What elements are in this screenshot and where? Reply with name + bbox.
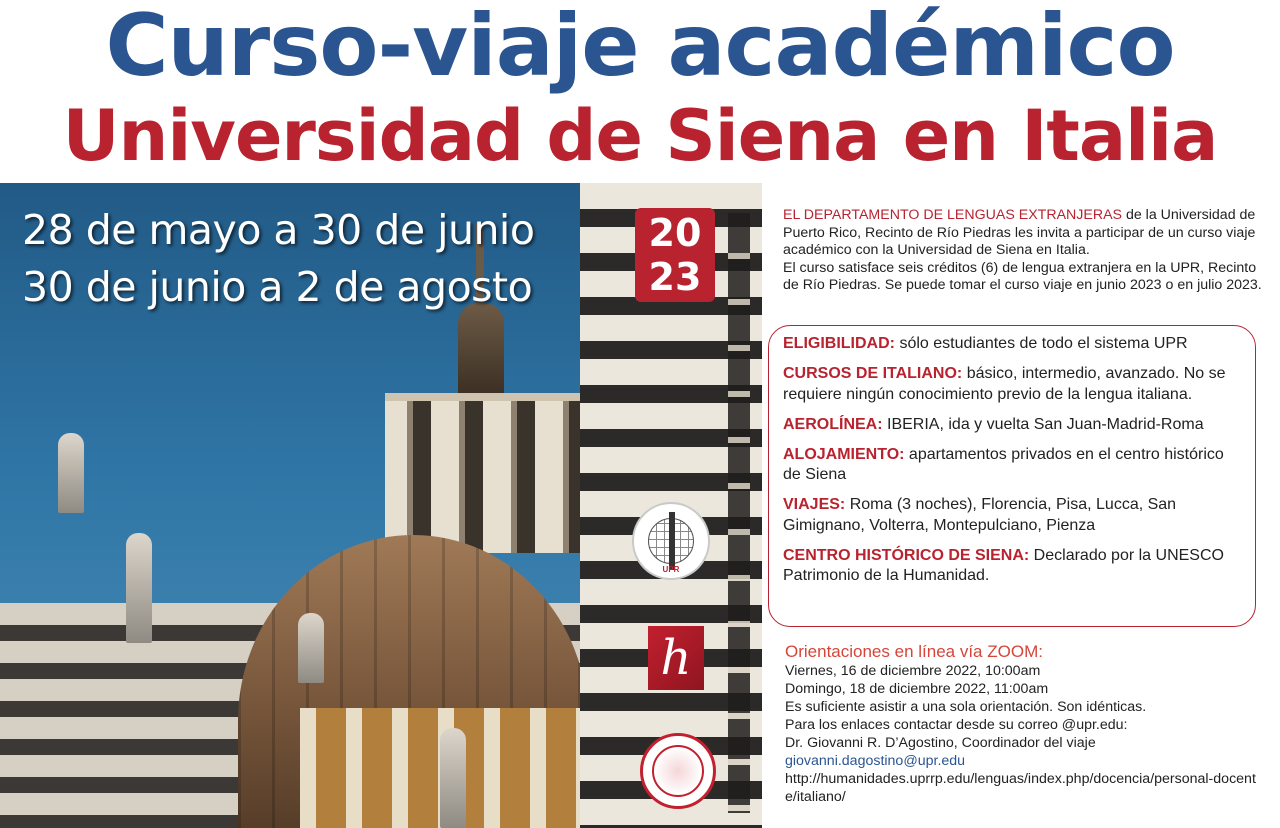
intro-paragraph (783, 207, 1263, 295)
info-text: básico, intermedio, avanzado. No se requiere ningún conocimiento previo de la lengua italiana. (783, 365, 1226, 403)
intro-text-1: de la Universidad de Puerto Rico, Recinto de Río Piedras les invita a participar de un curso viaje académico con la Universidad de Siena en Italia. (783, 207, 1256, 258)
info-text: IBERIA, ida y vuelta San Juan-Madrid-Roma (882, 415, 1204, 433)
info-label: CURSOS DE ITALIANO: (783, 365, 963, 382)
year-top: 20 (648, 211, 702, 255)
year-badge (635, 208, 715, 302)
year-bottom: 23 (648, 255, 702, 299)
lenguas-extranjeras-logo (632, 502, 710, 580)
humanidades-logo: h (648, 626, 704, 690)
orientation-title: Orientaciones en línea vía ZOOM: (785, 642, 1043, 661)
info-centro-historico (783, 546, 1245, 587)
statue (298, 613, 324, 683)
upr-seal (640, 733, 716, 809)
info-text: Declarado por la UNESCO Patrimonio de la Humanidad. (783, 546, 1224, 584)
intro-dept: EL DEPARTAMENTO DE LENGUAS EXTRANJERAS (783, 207, 1123, 223)
statue (126, 533, 152, 643)
poster-title: Curso-viaje académico (105, 0, 1175, 96)
dome-lantern (458, 303, 504, 398)
info-url-link[interactable]: http://humanidades.uprrp.edu/lenguas/index.php/docencia/personal-docente/italiano/ (785, 771, 1256, 805)
dates-line-1: 28 de mayo a 30 de junio (22, 206, 535, 254)
orientation-line: Dr. Giovanni R. D’Agostino, Coordinador del viaje (785, 735, 1096, 751)
coordinator-email-link[interactable]: giovanni.dagostino@upr.edu (785, 753, 966, 769)
info-eligibilidad (783, 334, 1245, 355)
info-text: sólo estudiantes de todo el sistema UPR (895, 335, 1188, 352)
orientation-line: Para los enlaces contactar desde su correo @upr.edu: (785, 717, 1128, 733)
poster-subtitle: Universidad de Siena en Italia (62, 95, 1218, 177)
info-text: apartamentos privados en el centro histórico de Siena (783, 445, 1224, 483)
orientation-line: Domingo, 18 de diciembre 2022, 11:00am (785, 681, 1049, 697)
info-box (768, 325, 1256, 627)
info-label: ELIGIBILIDAD: (783, 335, 895, 352)
info-aerolinea (783, 415, 1245, 436)
logo-upr-text: UPR (662, 565, 680, 574)
intro-text-2: El curso satisface seis créditos (6) de lengua extranjera en la UPR, Recinto de Río Piedras. Se puede tomar el curso viaje en junio 2023 o en julio 2023. (783, 259, 1262, 293)
info-text: Roma (3 noches), Florencia, Pisa, Lucca, San Gimignano, Volterra, Montepulciano, Pienza (783, 496, 1177, 534)
dates-line-2: 30 de junio a 2 de agosto (22, 263, 533, 311)
dome-drum (385, 393, 580, 553)
info-label: ALOJAMIENTO: (783, 445, 905, 463)
info-cursos (783, 364, 1245, 405)
orientation-line: Es suficiente asistir a una sola orientación. Son idénticas. (785, 699, 1147, 715)
info-alojamiento (783, 445, 1245, 486)
orientation-section (785, 641, 1265, 806)
info-viajes (783, 495, 1245, 536)
statue (440, 728, 466, 828)
statue (58, 433, 84, 513)
info-label: VIAJES: (783, 496, 846, 513)
info-label: CENTRO HISTÓRICO DE SIENA: (783, 546, 1030, 564)
info-label: AEROLÍNEA: (783, 415, 883, 433)
orientation-line: Viernes, 16 de diciembre 2022, 10:00am (785, 663, 1041, 679)
